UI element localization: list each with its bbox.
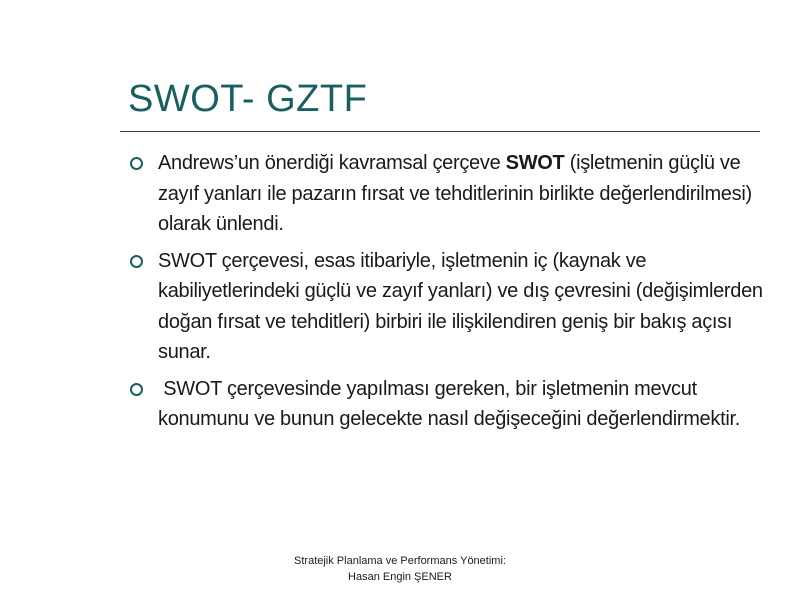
bullet-2-text: SWOT çerçevesi, esas itibariyle, işletmenin iç (kaynak ve kabiliyetlerindeki güçlü ve zayıf yanları) ve dış çevresini (değişimlerden doğan fırsat ve tehditleri) birbiri ile ilişkilendiren geniş bir bakış açısı sunar.	[158, 249, 763, 363]
footer-line-2: Hasan Engin ŞENER	[348, 571, 452, 583]
bullet-1-text-before: Andrews’un önerdiği kavramsal çerçeve	[158, 152, 506, 174]
bullet-item-3	[128, 374, 768, 435]
slide-footer	[0, 553, 800, 585]
circle-bullet-icon	[130, 255, 143, 268]
bullet-1-bold-term: SWOT	[505, 152, 565, 174]
slide-title: SWOT- GZTF	[128, 78, 368, 120]
footer-line-1: Stratejik Planlama ve Performans Yönetimi:	[294, 555, 506, 567]
bullet-1-text-after: (işletmenin güçlü ve zayıf yanları ile pazarın fırsat ve tehditlerinin birlikte değerlendirilmesi) olarak ünlendi.	[158, 152, 752, 235]
circle-bullet-icon	[130, 383, 143, 396]
bullet-3-text: SWOT çerçevesinde yapılması gereken, bir işletmenin mevcut konumunu ve bunun gelecekte nasıl değişeceğini değerlendirmektir.	[158, 377, 740, 430]
bullet-item-2	[128, 246, 768, 368]
circle-bullet-icon	[130, 157, 143, 170]
bullet-list	[128, 148, 768, 441]
bullet-item-1	[128, 148, 768, 240]
title-divider	[120, 131, 760, 132]
